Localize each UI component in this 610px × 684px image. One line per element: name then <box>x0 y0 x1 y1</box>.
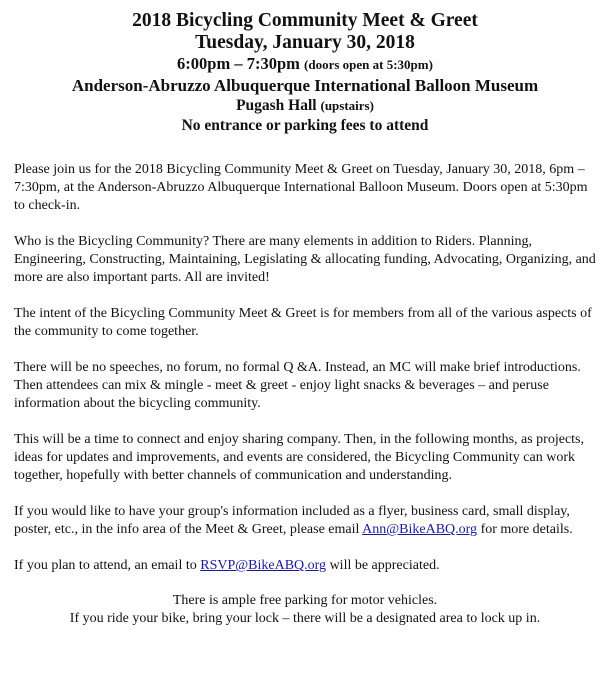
doors-open-note: (doors open at 5:30pm) <box>304 57 433 72</box>
paragraph-intent: The intent of the Bicycling Community Meet & Greet is for members from all of the various aspects of the community to come together. <box>14 306 592 339</box>
flyer-body <box>14 161 596 628</box>
paragraph-rsvp <box>14 557 596 575</box>
rsvp-email-link[interactable]: RSVP@BikeABQ.org <box>200 558 327 573</box>
paragraph-invitation: Please join us for the 2018 Bicycling Community Meet & Greet on Tuesday, January 30, 2018, 6pm – 7:30pm, at the Anderson-Abruzzo Albuquerque International Balloon Museum. Doors open at 5:30pm to check-in. <box>14 162 588 213</box>
parking-note: There is ample free parking for motor vehicles. <box>172 593 438 608</box>
event-header <box>14 10 596 136</box>
closing-notes <box>14 592 596 628</box>
paragraph-format: There will be no speeches, no forum, no formal Q &A. Instead, an MC will make brief introductions. Then attendees can mix & mingle - meet & greet - enjoy light snacks & beverages – and peruse information about the bicycling community. <box>14 360 581 411</box>
event-time-range: 6:00pm – 7:30pm <box>177 54 300 73</box>
paragraph-connect: This will be a time to connect and enjoy sharing company. Then, in the following months, as projects, ideas for updates and improvements, and events are considered, the Bicycling Community can work together, hopefully with better channels of communication and understanding. <box>14 432 584 483</box>
hall-name: Pugash Hall <box>236 97 317 114</box>
event-date: Tuesday, January 30, 2018 <box>195 32 415 53</box>
event-time <box>14 54 596 75</box>
info-area-text-end: for more details. <box>477 522 573 537</box>
event-hall <box>14 96 596 116</box>
fees-notice: No entrance or parking fees to attend <box>181 117 429 134</box>
paragraph-info-area <box>14 503 596 539</box>
event-title: 2018 Bicycling Community Meet & Greet <box>132 10 478 31</box>
event-venue: Anderson-Abruzzo Albuquerque International Balloon Museum <box>71 76 539 95</box>
ann-email-link[interactable]: Ann@BikeABQ.org <box>362 522 478 537</box>
hall-note: (upstairs) <box>320 98 374 113</box>
info-area-text: If you would like to have your group's information included as a flyer, business card, small display, poster, etc., in the info area of the Meet & Greet, please email <box>14 504 570 537</box>
rsvp-text: If you plan to attend, an email to <box>14 558 201 573</box>
bike-lock-note: If you ride your bike, bring your lock – there will be a designated area to lock up in. <box>69 611 541 626</box>
paragraph-who: Who is the Bicycling Community? There are many elements in addition to Riders. Planning, Engineering, Constructing, Maintaining, Legislating & allocating funding, Advocating, Organizing, and more are also important parts. All are invited! <box>14 234 596 285</box>
rsvp-text-end: will be appreciated. <box>326 558 440 573</box>
